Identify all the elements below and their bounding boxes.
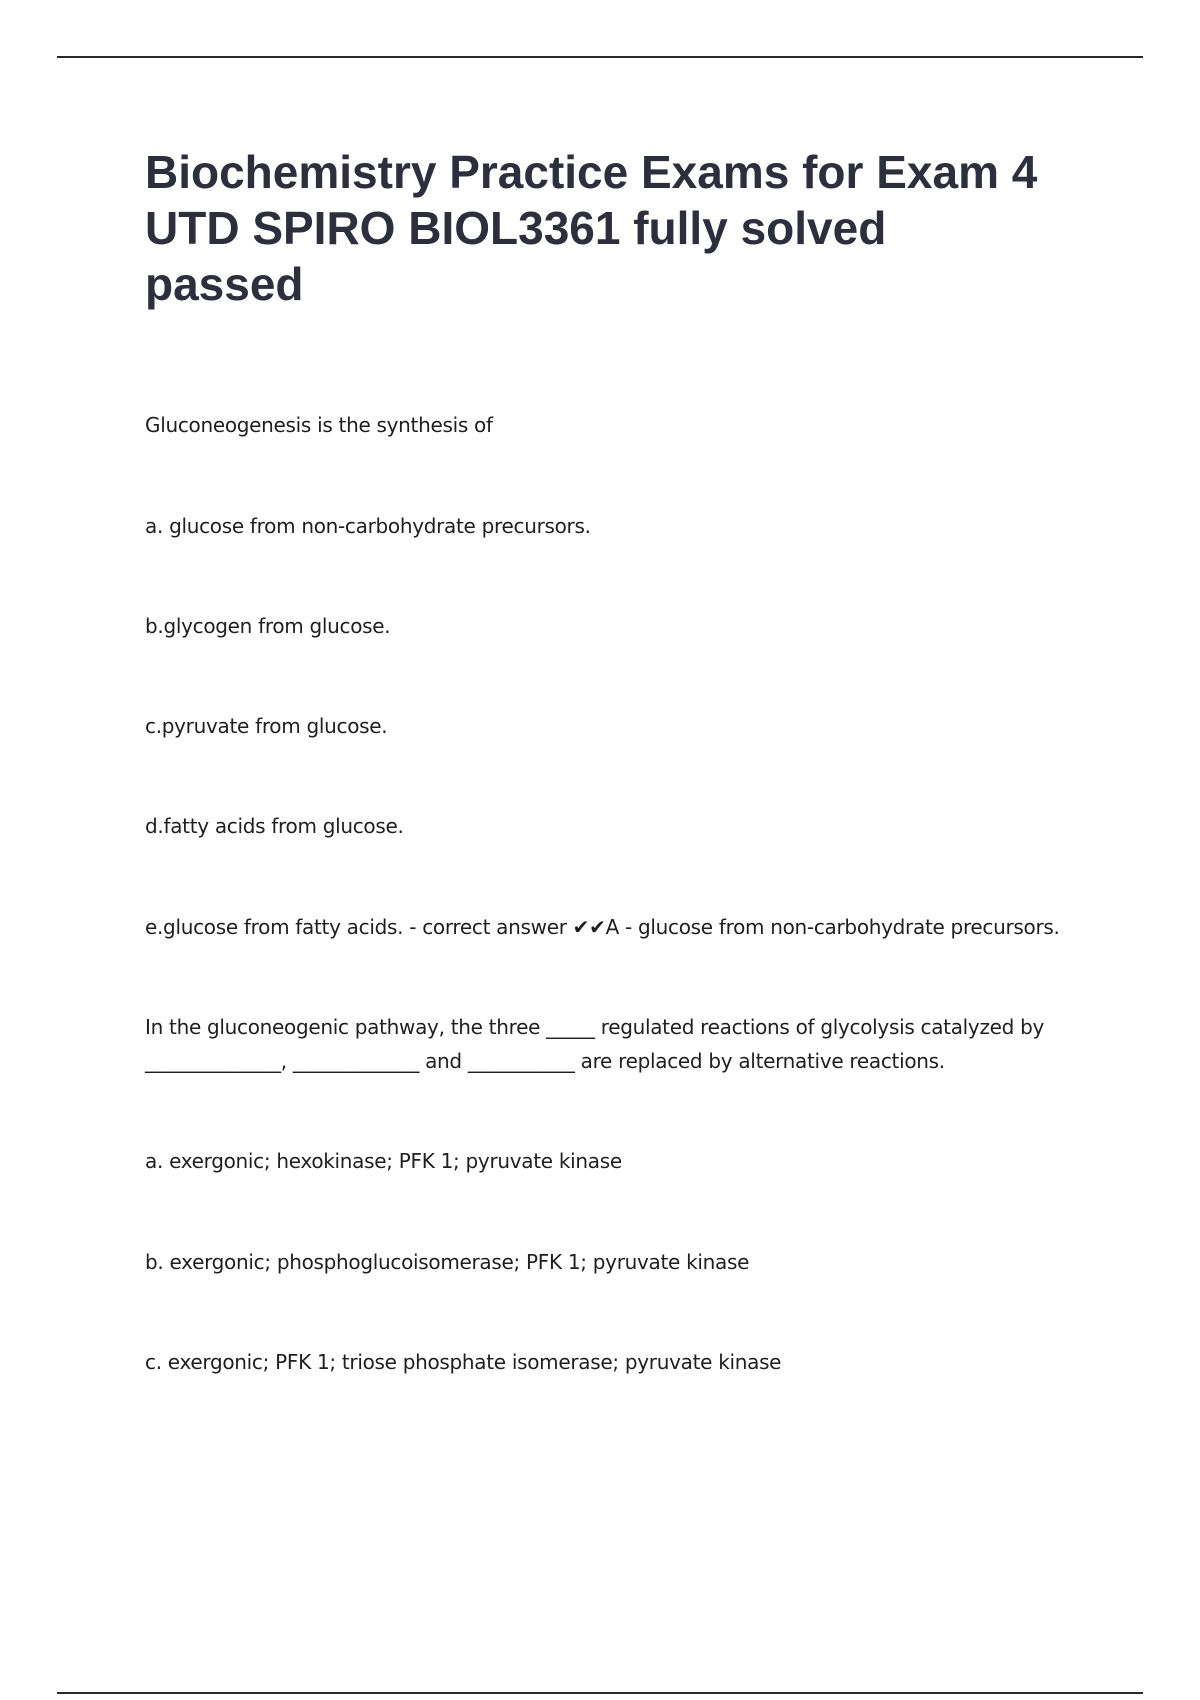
question-1-option-e-with-answer: e.glucose from fatty acids. - correct answer ✔✔A - glucose from non-carbohydrate precursors. xyxy=(145,915,1060,939)
question-1-option-c: c.pyruvate from glucose. xyxy=(145,714,388,738)
bottom-divider xyxy=(57,1692,1143,1694)
question-1-option-a: a. glucose from non-carbohydrate precursors. xyxy=(145,514,591,538)
question-2-option-b: b. exergonic; phosphoglucoisomerase; PFK 1; pyruvate kinase xyxy=(145,1250,750,1274)
question-1-option-b: b.glycogen from glucose. xyxy=(145,614,391,638)
question-2-stem: In the gluconeogenic pathway, the three _____ regulated reactions of glycolysis catalyzed by ______________, _____________ and ___________ are replaced by alternative reactions. xyxy=(145,1015,1045,1073)
question-2-option-a: a. exergonic; hexokinase; PFK 1; pyruvate kinase xyxy=(145,1149,622,1173)
question-1-option-d: d.fatty acids from glucose. xyxy=(145,814,404,838)
document-title: Biochemistry Practice Exams for Exam 4 UTD SPIRO BIOL3361 fully solved passed xyxy=(145,146,1038,310)
top-divider xyxy=(57,56,1143,58)
question-1-stem: Gluconeogenesis is the synthesis of xyxy=(145,413,493,437)
question-2-option-c: c. exergonic; PFK 1; triose phosphate isomerase; pyruvate kinase xyxy=(145,1350,782,1374)
